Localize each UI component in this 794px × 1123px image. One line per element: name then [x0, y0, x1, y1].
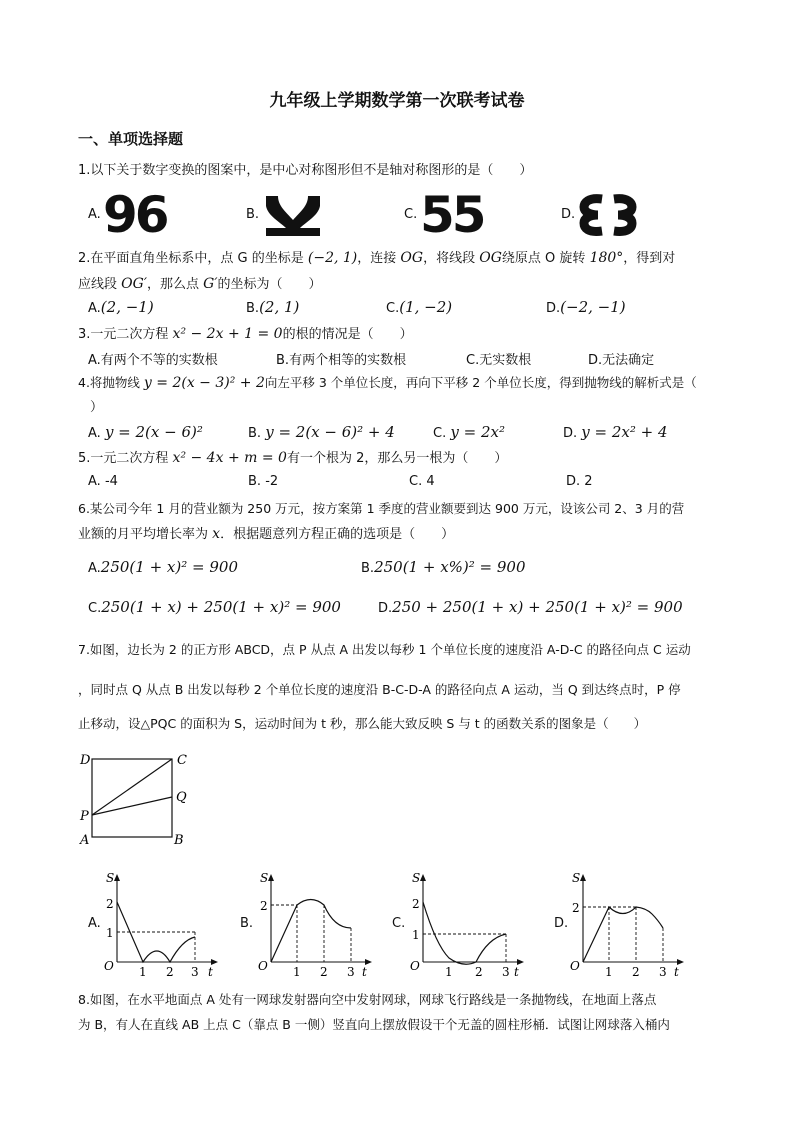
svg-text:2: 2 [320, 965, 328, 978]
question-2-line-1: 2.在平面直角坐标系中，点 G 的坐标是 (−2, 1)，连接 OG，将线段 OG绕原点 O 旋转 180°，得到对 [78, 250, 676, 266]
q6-option-d: D.250 + 250(1 + x) + 250(1 + x)² = 900 [378, 598, 683, 616]
svg-text:1: 1 [139, 965, 147, 978]
q3-equation: x² − 2x + 1 = 0 [172, 326, 283, 342]
q4-parabola: y = 2(x − 3)² + 2 [143, 375, 265, 391]
q2-option-d: D.(−2, −1) [546, 298, 626, 316]
svg-text:S: S [412, 871, 421, 885]
q1-option-d-shape [578, 191, 638, 239]
question-5-stem: 5.一元二次方程 x² − 4x + m = 0有一个根为 2，那么另一根为（ ） [78, 450, 508, 466]
question-6-line-1: 6.某公司今年 1 月的营业额为 250 万元，按方案第 1 季度的营业额要到达 900 万元，设该公司 2、3 月的营 [78, 501, 685, 516]
point-g-coordinate: (−2, 1) [307, 250, 358, 266]
q7-graph-b [254, 870, 374, 978]
q1-option-c-label: C. [404, 207, 418, 222]
segment-og: OG [400, 250, 424, 266]
svg-text:2: 2 [166, 965, 174, 978]
svg-text:O: O [410, 959, 420, 973]
q4-option-c: C. y = 2x² [433, 423, 505, 441]
svg-text:S: S [106, 871, 115, 885]
svg-text:3: 3 [191, 965, 199, 978]
svg-text:3: 3 [659, 965, 667, 978]
page-title: 九年级上学期数学第一次联考试卷 [269, 91, 525, 111]
q3-option-d: D.无法确定 [588, 353, 655, 368]
svg-text:S: S [572, 871, 581, 885]
q7-option-a-label: A. [88, 916, 101, 931]
q4-option-b: B. y = 2(x − 6)² + 4 [248, 423, 395, 441]
q1-option-d-label: D. [561, 207, 576, 222]
question-8-line-1: 8.如图，在水平地面点 A 处有一网球发射器向空中发射网球，网球飞行路线是一条抛物线，在地面上落点 [78, 992, 657, 1007]
q2-option-c: C.(1, −2) [386, 298, 453, 316]
q2-option-a: A.(2, −1) [88, 298, 154, 316]
q1-option-a-label: A. [88, 207, 101, 222]
q7-option-d-label: D. [554, 916, 569, 931]
q2-option-b: B.(2, 1) [246, 298, 300, 316]
q1-option-b-shape [262, 192, 324, 238]
point-p-label: P [80, 809, 89, 824]
svg-text:O: O [104, 959, 114, 973]
q7-option-b-label: B. [240, 916, 254, 931]
vertex-a-label: A [80, 833, 90, 848]
section-heading: 一、单项选择题 [78, 130, 184, 148]
q3-option-b: B.有两个相等的实数根 [276, 353, 407, 368]
vertex-b-label: B [174, 833, 184, 848]
q1-option-b-label: B. [246, 207, 260, 222]
question-7-line-3: 止移动，设△PQC 的面积为 S，运动时间为 t 秒，那么能大致反映 S 与 t 的函数关系的图象是（ ） [78, 716, 647, 731]
question-7-line-2: ，同时点 Q 从点 B 出发以每秒 2 个单位长度的速度沿 B-C-D-A 的路径向点 A 运动，当 Q 到达终点时，P 停 [78, 682, 681, 697]
svg-text:2: 2 [260, 899, 268, 913]
q5-option-d: D. 2 [566, 474, 593, 489]
q4-option-a: A. y = 2(x − 6)² [88, 423, 203, 441]
segment-og-2: OG [479, 250, 502, 266]
svg-text:1: 1 [293, 965, 301, 978]
vertex-c-label: C [177, 753, 187, 768]
rotation-angle: 180° [589, 250, 624, 266]
question-4-line-1: 4.将抛物线 y = 2(x − 3)² + 2向左平移 3 个单位长度，再向下平移 2 个单位长度，得到抛物线的解析式是（ [78, 375, 697, 391]
question-8-line-2: 为 B，有人在直线 AB 上点 C（靠点 B 一侧）竖直向上摆放假设干个无盖的圆柱形桶．试图让网球落入桶内 [78, 1017, 670, 1032]
square-figure [74, 748, 204, 848]
vertex-d-label: D [80, 753, 91, 768]
q7-graph-c [406, 870, 526, 978]
point-g-prime: G′ [203, 276, 218, 292]
q6-option-c: C.250(1 + x) + 250(1 + x)² = 900 [88, 598, 341, 616]
question-1-stem: 1.以下关于数字变换的图案中，是中心对称图形但不是轴对称图形的是（ ） [78, 163, 533, 178]
q1-option-a-glyph: 96 [103, 186, 167, 244]
q7-graph-d [566, 870, 686, 978]
svg-text:2: 2 [412, 897, 420, 911]
q1-option-c-glyph: 55 [420, 186, 484, 244]
q6-variable: x [212, 526, 221, 542]
segment-og-prime: OG′ [121, 276, 147, 292]
question-3-stem: 3.一元二次方程 x² − 2x + 1 = 0的根的情况是（ ） [78, 326, 413, 342]
svg-text:O: O [570, 959, 580, 973]
svg-text:t: t [362, 965, 367, 978]
q5-option-a: A. -4 [88, 474, 118, 489]
q7-option-c-label: C. [392, 916, 406, 931]
q3-option-c: C.无实数根 [466, 353, 532, 368]
svg-text:1: 1 [605, 965, 613, 978]
q6-option-a: A.250(1 + x)² = 900 [88, 558, 238, 576]
q5-option-c: C. 4 [409, 474, 435, 489]
question-2-line-2: 应线段 OG′，那么点 G′的坐标为（ ） [78, 276, 322, 292]
svg-text:1: 1 [445, 965, 453, 978]
q5-equation: x² − 4x + m = 0 [172, 450, 287, 466]
point-q-label: Q [176, 790, 187, 805]
q3-option-a: A.有两个不等的实数根 [88, 353, 218, 368]
svg-text:1: 1 [106, 926, 114, 940]
svg-text:t: t [674, 965, 679, 978]
q5-option-b: B. -2 [248, 474, 279, 489]
svg-text:S: S [260, 871, 269, 885]
svg-text:2: 2 [572, 901, 580, 915]
question-4-line-2: ） [90, 400, 104, 415]
q7-graph-a [100, 870, 220, 978]
svg-text:1: 1 [412, 928, 420, 942]
svg-text:3: 3 [347, 965, 355, 978]
question-6-line-2: 业额的月平均增长率为 x．根据题意列方程正确的选项是（ ） [78, 526, 455, 542]
q6-option-b: B.250(1 + x%)² = 900 [361, 558, 526, 576]
svg-text:O: O [258, 959, 268, 973]
svg-text:2: 2 [632, 965, 640, 978]
svg-text:t: t [208, 965, 213, 978]
q4-option-d: D. y = 2x² + 4 [563, 423, 668, 441]
svg-text:t: t [514, 965, 519, 978]
svg-text:2: 2 [475, 965, 483, 978]
svg-text:3: 3 [502, 965, 510, 978]
svg-text:2: 2 [106, 897, 114, 911]
question-7-line-1: 7.如图，边长为 2 的正方形 ABCD，点 P 从点 A 出发以每秒 1 个单位长度的速度沿 A-D-C 的路径向点 C 运动 [78, 642, 691, 657]
